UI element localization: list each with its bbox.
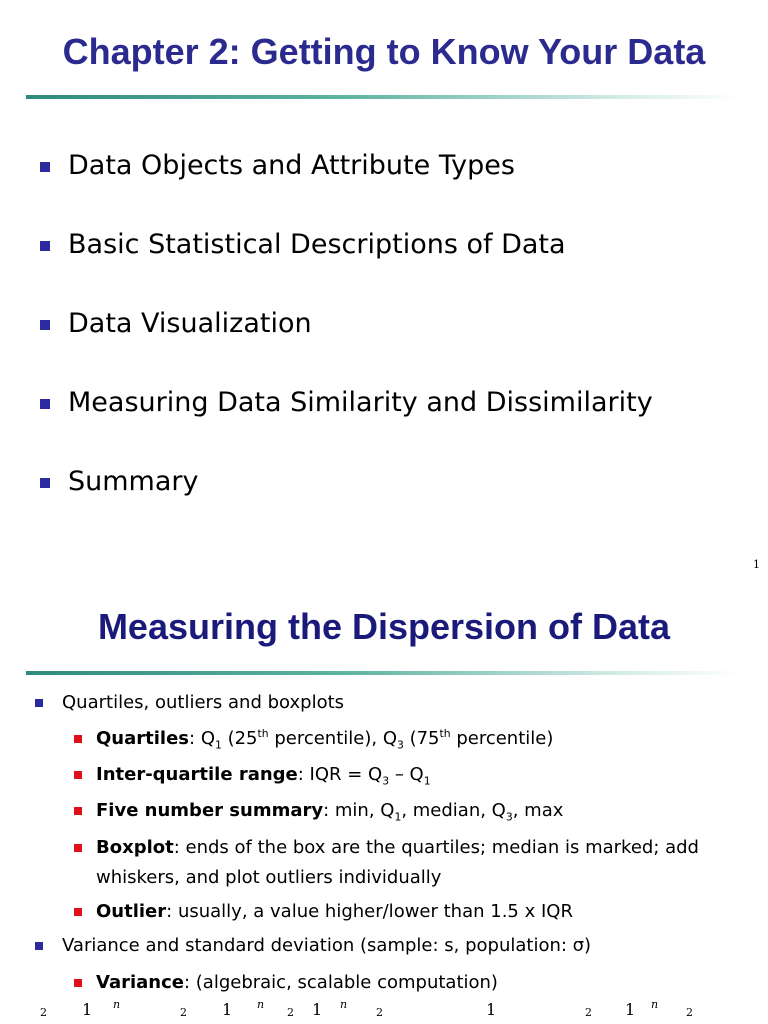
bullet-boxplot-line-2: whiskers, and plot outliers individually (96, 867, 442, 888)
square-bullet-icon (74, 807, 82, 815)
slide-2 (0, 578, 768, 1024)
bullet-variance (96, 972, 498, 994)
square-bullet-icon (74, 771, 82, 779)
bullet-five-number-summary (96, 800, 563, 822)
square-bullet-icon (40, 162, 50, 172)
slide-2-title: Measuring the Dispersion of Data (97, 606, 671, 647)
formula-fragment: 1 (625, 1000, 636, 1019)
formula-fragment: 2 (40, 1006, 47, 1019)
text-part: , median, Q (401, 800, 506, 821)
bullet-quartiles: Quartiles: $Q_1$ (25th percentile), $Q_3$ (75th percentile) (96, 727, 554, 752)
square-bullet-icon (74, 908, 82, 916)
subscript: 3 (382, 774, 390, 788)
square-bullet-icon (40, 399, 50, 409)
text-part: (75 (403, 728, 440, 749)
q-symbol: Q (382, 728, 397, 749)
term-label: Boxplot (96, 837, 174, 858)
bullet-iqr (96, 764, 431, 786)
slide-1-title: Chapter 2: Getting to Know Your Data (62, 31, 706, 72)
square-bullet-icon (40, 478, 50, 488)
bullet-boxplot-line-1 (96, 837, 699, 859)
square-bullet-icon (35, 942, 43, 950)
formula-fragment: 2 (180, 1006, 187, 1019)
square-bullet-icon (74, 844, 82, 852)
formula-fragment: 2 (287, 1006, 294, 1019)
q-symbol: Q (200, 728, 215, 749)
subscript: 3 (505, 810, 513, 824)
bullet-text: Data Visualization (68, 308, 312, 339)
text-part: : ends of the box are the quartiles; median is marked; add (173, 837, 699, 858)
formula-fragment: 1 (82, 1000, 93, 1019)
formula-fragment: 2 (585, 1006, 592, 1019)
subscript: 3 (396, 738, 404, 752)
formula-fragment: n (651, 998, 659, 1011)
bullet-outlier (96, 901, 573, 923)
superscript: th (257, 727, 269, 740)
text-part: – Q (389, 764, 424, 785)
formula-fragment: 1 (222, 1000, 233, 1019)
formula-fragment: n (340, 998, 348, 1011)
square-bullet-icon (35, 699, 43, 707)
square-bullet-icon (40, 241, 50, 251)
term-label: Variance (96, 972, 184, 993)
square-bullet-icon (40, 320, 50, 330)
subscript: 1 (214, 738, 222, 752)
formula-fragment: 1 (486, 1000, 497, 1019)
bullet-variance-std: Variance and standard deviation (sample: s, population: σ) (62, 935, 592, 956)
square-bullet-icon (74, 979, 82, 987)
text-part: : IQR = Q (297, 764, 383, 785)
variance-formula (0, 998, 768, 1024)
term-label: Outlier (96, 901, 167, 922)
bullet-text: Summary (68, 466, 199, 497)
bullet-text: Data Objects and Attribute Types (68, 150, 515, 181)
superscript: th (439, 727, 451, 740)
subscript: 1 (423, 774, 431, 788)
page-number: 1 (753, 558, 760, 571)
square-bullet-icon (74, 735, 82, 743)
formula-fragment: n (257, 998, 265, 1011)
bullet-quartiles-outliers: Quartiles, outliers and boxplots (62, 692, 345, 713)
formula-fragment: n (113, 998, 121, 1011)
text-part: (25 (221, 728, 258, 749)
text-part: : usually, a value higher/lower than 1.5 x IQR (166, 901, 573, 922)
term-label: Quartiles (96, 728, 190, 749)
term-label: Five number summary (96, 800, 324, 821)
text-part: : (algebraic, scalable computation) (183, 972, 498, 993)
bullet-text: Basic Statistical Descriptions of Data (68, 229, 566, 260)
formula-fragment: 1 (312, 1000, 323, 1019)
formula-fragment: 2 (376, 1006, 383, 1019)
subscript: 1 (394, 810, 402, 824)
title-divider (26, 95, 741, 99)
text-part: percentile) (450, 728, 554, 749)
text-part: , max (512, 800, 564, 821)
text-part: percentile), (268, 728, 383, 749)
title-divider (26, 671, 741, 675)
formula-fragment: 2 (686, 1006, 693, 1019)
bullet-text: Measuring Data Similarity and Dissimilarity (68, 387, 653, 418)
text-part: : min, Q (323, 800, 395, 821)
term-label: Inter-quartile range (96, 764, 298, 785)
